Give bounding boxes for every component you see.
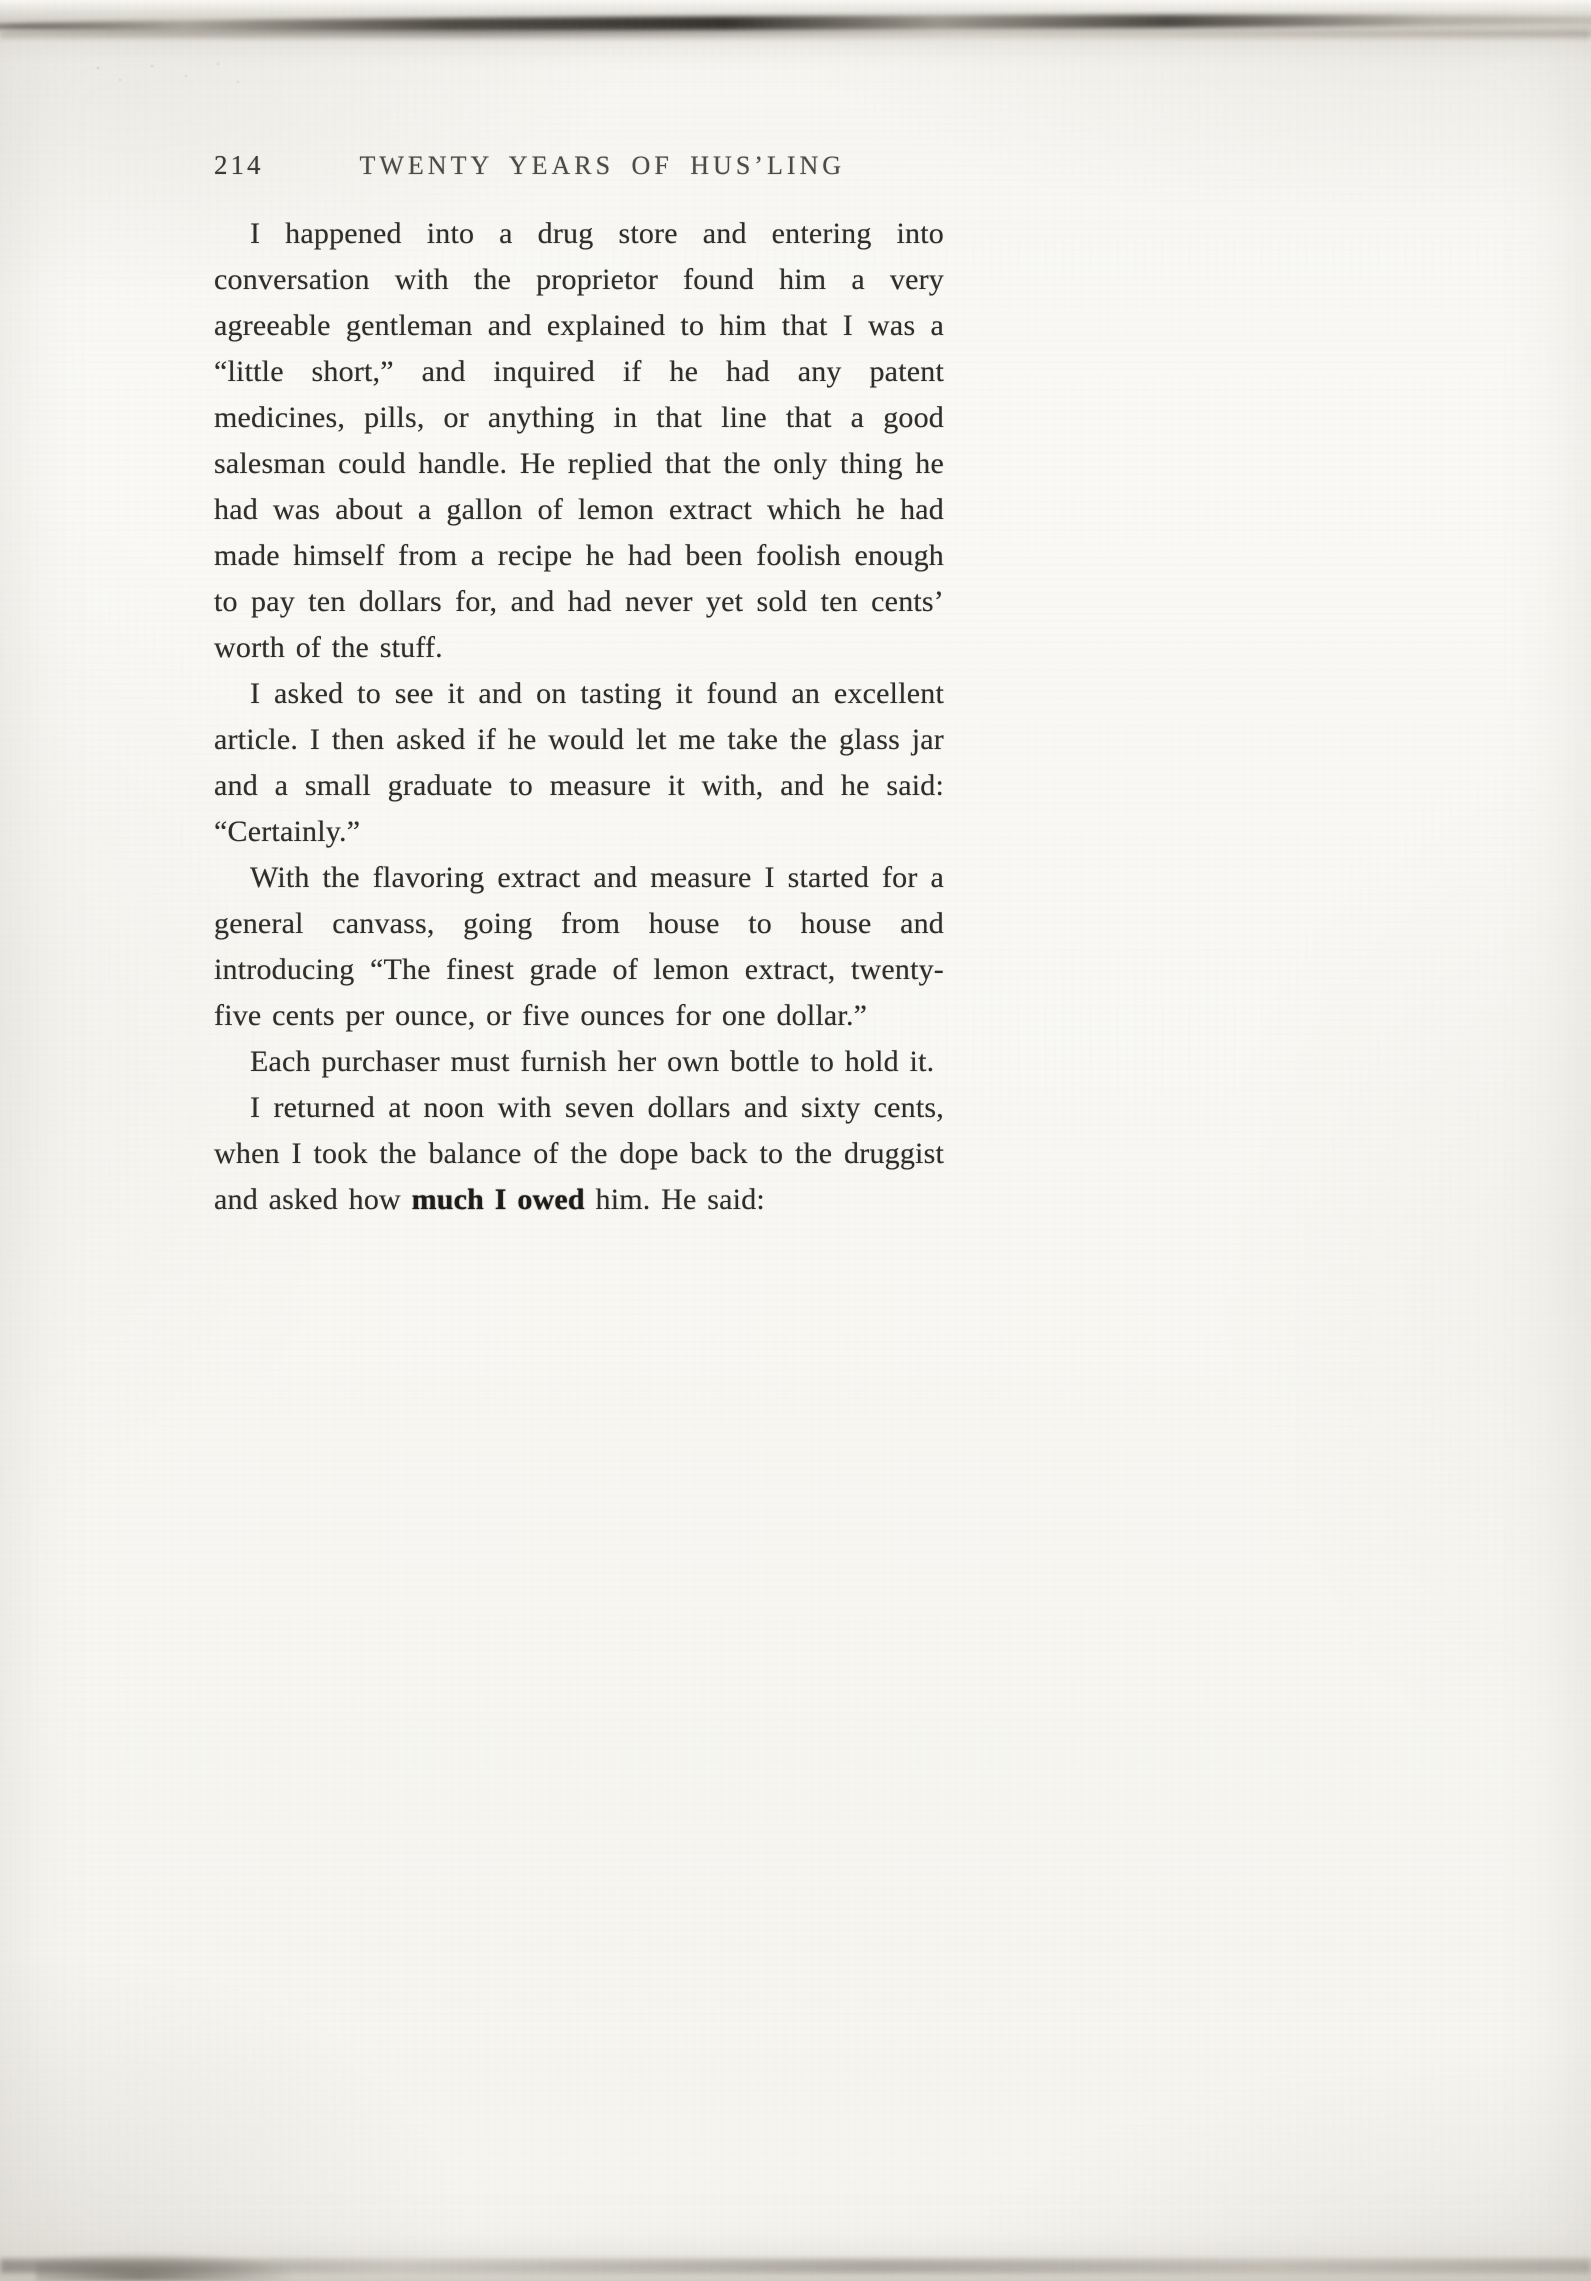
paragraph-4: Each purchaser must furnish her own bottle to hold it. (250, 1045, 935, 1078)
running-title: TWENTY YEARS OF HUS’LING (359, 151, 846, 180)
paragraph-5 (214, 1085, 944, 1223)
paragraph-3: With the flavoring extract and measure I started for a general canvass, going from house to house and introducing “The finest grade of lemon extract, twenty-five cents per ounce, or five ounces for one dollar.” (214, 861, 944, 1032)
paragraph-5-heavy-ink: much I owed (411, 1183, 585, 1216)
page-body (214, 211, 944, 1223)
scan-artifact-corner-blot (36, 2251, 296, 2281)
paragraph-5-tail: him. He said: (584, 1183, 765, 1216)
paragraph-5-lead: I returned at noon with seven dollars and sixty cents, when I took the balance of the dope back to the druggist and asked how (214, 1091, 944, 1216)
running-header (214, 150, 944, 181)
paragraph-1: I happened into a drug store and entering into conversation with the proprietor found him a very agreeable gentleman and explained to him that I was a “little short,” and inquired if he had any patent medicines, pills, or anything in that line that a good salesman could handle. He replied that the only thing he had was about a gallon of lemon extract which he had made himself from a recipe he had been foolish enough to pay ten dollars for, and had never yet sold ten cents’ worth of the stuff. (214, 217, 944, 664)
scan-speckles (90, 58, 250, 92)
scan-artifact-top-streak-secondary (0, 30, 1591, 38)
paragraph-2: I asked to see it and on tasting it found an excellent article. I then asked if he would let me take the glass jar and a small graduate to measure it with, and he said: “Certainly.” (214, 677, 944, 848)
page-content (214, 150, 944, 1223)
page-number: 214 (214, 150, 264, 180)
